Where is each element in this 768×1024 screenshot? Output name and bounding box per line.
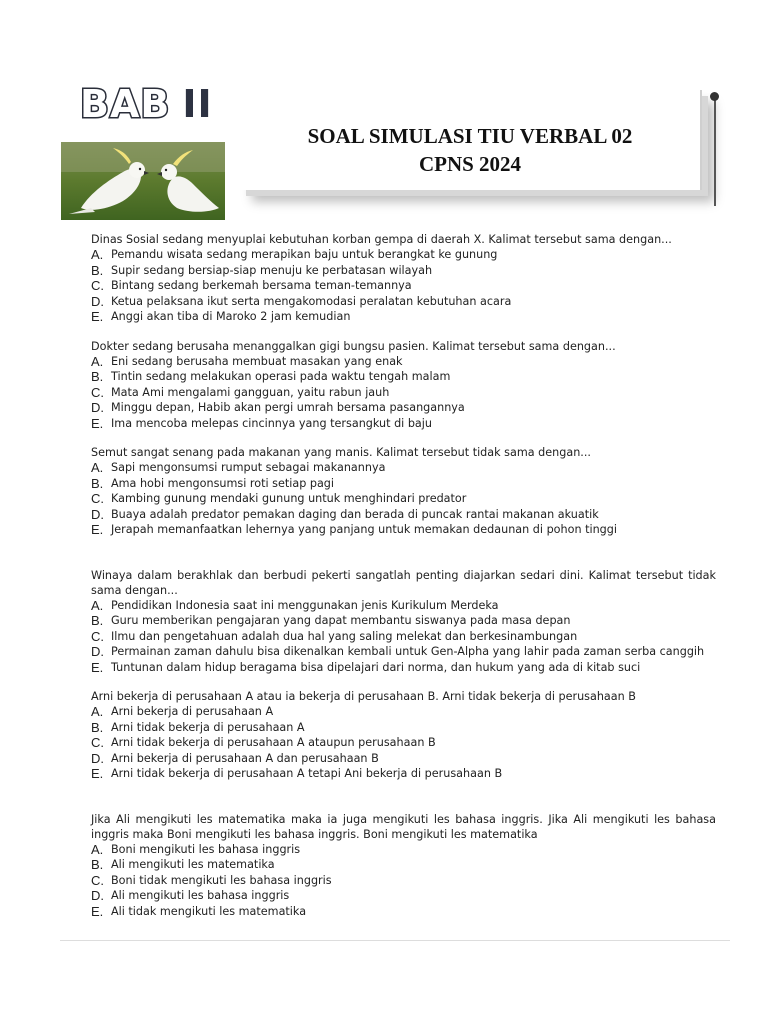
option-letter: B. — [91, 262, 104, 278]
option-text: Arni tidak bekerja di perusahaan A — [111, 720, 305, 734]
option-letter: A. — [91, 460, 104, 475]
answer-option — [91, 766, 716, 782]
option-text: Permainan zaman dahulu bisa dikenalkan kembali untuk Gen-Alpha yang lahir pada zaman serba canggih — [111, 645, 705, 658]
answer-option — [91, 522, 716, 538]
option-text: Ali mengikuti les bahasa inggris — [111, 889, 290, 902]
banner-pin-dot — [710, 92, 719, 101]
document-title: SOAL SIMULASI TIU VERBAL 02 — [307, 124, 633, 148]
option-letter: D. — [91, 400, 104, 415]
option-text: Boni mengikuti les bahasa inggris — [111, 842, 301, 856]
answer-option — [91, 873, 716, 889]
option-letter: B. — [91, 475, 104, 491]
question-5 — [91, 689, 716, 782]
answer-option — [91, 460, 716, 476]
option-letter: E. — [91, 766, 104, 781]
option-text: Guru memberikan pengajaran yang dapat membantu siswanya pada masa depan — [111, 614, 571, 627]
option-text: Pemandu wisata sedang merapikan baju untuk berangkat ke gunung — [111, 248, 498, 261]
option-text: Tuntunan dalam hidup beragama bisa dipelajari dari norma, dan hukum yang ada di kitab suci — [111, 660, 641, 674]
answer-option — [91, 751, 716, 767]
option-letter: B. — [91, 613, 104, 628]
answer-option — [91, 857, 716, 873]
answer-option — [91, 904, 716, 920]
option-letter: E. — [91, 522, 104, 537]
answer-option — [91, 613, 716, 629]
option-text: Anggi akan tiba di Maroko 2 jam kemudian — [111, 310, 351, 323]
chapter-label: BAB — [80, 82, 171, 126]
option-letter: B. — [91, 369, 104, 384]
question-stem: Winaya dalam berakhlak dan berbudi pekerti sangatlah penting diajarkan sedari dini. Kalimat tersebut tidak sama dengan... — [91, 568, 716, 597]
chapter-heading — [80, 82, 213, 126]
answer-option — [91, 720, 716, 736]
option-text: Buaya adalah predator pemakan daging dan berada di puncak rantai makanan akuatik — [111, 507, 599, 521]
question-list — [91, 232, 716, 933]
question-1 — [91, 232, 716, 325]
option-letter: D. — [91, 506, 104, 522]
option-text: Arni bekerja di perusahaan A — [111, 705, 274, 718]
answer-option — [91, 309, 716, 325]
answer-option — [91, 491, 716, 507]
option-text: Arni tidak bekerja di perusahaan A tetapi Ani bekerja di perusahaan B — [111, 767, 503, 780]
option-letter: B. — [91, 857, 104, 872]
answer-option — [91, 354, 716, 370]
option-text: Tintin sedang melakukan operasi pada waktu tengah malam — [111, 370, 451, 383]
option-text: Mata Ami mengalami gangguan, yaitu rabun jauh — [111, 385, 390, 399]
answer-option — [91, 263, 716, 279]
option-text: Ama hobi mengonsumsi roti setiap pagi — [111, 476, 335, 490]
answer-option — [91, 278, 716, 294]
option-text: Arni bekerja di perusahaan A dan perusahaan B — [111, 751, 379, 765]
option-text: Ilmu dan pengetahuan adalah dua hal yang saling melekat dan berkesinambungan — [111, 629, 578, 643]
option-letter: D. — [91, 293, 104, 309]
option-letter: A. — [91, 353, 104, 369]
option-text: Jerapah memanfaatkan lehernya yang panjang untuk memakan dedaunan di pohon tinggi — [111, 523, 617, 536]
answer-option — [91, 400, 716, 416]
answer-option — [91, 294, 716, 310]
option-letter: C. — [91, 278, 104, 293]
option-text: Ali tidak mengikuti les matematika — [111, 904, 307, 918]
option-letter: C. — [91, 491, 104, 506]
option-letter: A. — [91, 597, 104, 613]
option-letter: E. — [91, 659, 104, 675]
option-letter: D. — [91, 750, 104, 766]
option-letter: E. — [91, 309, 104, 324]
option-text: Boni tidak mengikuti les bahasa inggris — [111, 873, 332, 887]
answer-option — [91, 247, 716, 263]
answer-option — [91, 416, 716, 432]
option-text: Ima mencoba melepas cincinnya yang tersangkut di baju — [111, 416, 432, 430]
option-text: Eni sedang berusaha membuat masakan yang enak — [111, 354, 403, 368]
option-text: Sapi mengonsumsi rumput sebagai makanannya — [111, 461, 386, 474]
option-text: Supir sedang bersiap-siap menuju ke perbatasan wilayah — [111, 263, 433, 277]
cockatoo-image — [61, 142, 225, 220]
answer-option — [91, 598, 716, 614]
option-letter: E. — [91, 415, 104, 431]
option-letter: E. — [91, 903, 104, 919]
title-banner — [240, 90, 702, 190]
answer-option — [91, 385, 716, 401]
option-text: Minggu depan, Habib akan pergi umrah bersama pasangannya — [111, 401, 465, 414]
answer-option — [91, 888, 716, 904]
option-text: Ali mengikuti les matematika — [111, 858, 275, 871]
banner-pin-line — [714, 96, 716, 206]
option-letter: C. — [91, 735, 104, 750]
option-letter: A. — [91, 247, 104, 262]
option-letter: A. — [91, 704, 104, 719]
question-stem: Dinas Sosial sedang menyuplai kebutuhan korban gempa di daerah X. Kalimat tersebut sama dengan... — [91, 233, 672, 246]
option-letter: C. — [91, 384, 104, 400]
question-2 — [91, 339, 716, 432]
question-4 — [91, 568, 716, 676]
option-text: Ketua pelaksana ikut serta mengakomodasi peralatan kebutuhan acara — [111, 294, 512, 308]
option-text: Bintang sedang berkemah bersama teman-temannya — [111, 279, 412, 292]
page-bottom-divider — [60, 940, 730, 941]
question-stem: Dokter sedang berusaha menanggalkan gigi bungsu pasien. Kalimat tersebut sama dengan... — [91, 339, 616, 353]
question-stem: Arni bekerja di perusahaan A atau ia bekerja di perusahaan B. Arni tidak bekerja di perusahaan B — [91, 690, 636, 703]
question-stem: Semut sangat senang pada makanan yang manis. Kalimat tersebut tidak sama dengan... — [91, 446, 591, 459]
answer-option — [91, 369, 716, 385]
answer-option — [91, 507, 716, 523]
chapter-roman-numeral: II — [182, 82, 213, 126]
question-3 — [91, 445, 716, 538]
option-letter: C. — [91, 628, 104, 644]
option-text: Pendidikan Indonesia saat ini menggunakan jenis Kurikulum Merdeka — [111, 598, 499, 612]
answer-option — [91, 476, 716, 492]
answer-option — [91, 842, 716, 858]
option-letter: A. — [91, 841, 104, 857]
option-text: Arni tidak bekerja di perusahaan A ataupun perusahaan B — [111, 736, 436, 749]
question-stem: Jika Ali mengikuti les matematika maka ia juga mengikuti les bahasa inggris. Jika Ali mengikuti les bahasa inggris maka Boni mengikuti les bahasa inggris. Boni mengikuti les matematika — [91, 812, 716, 841]
question-6 — [91, 812, 716, 920]
option-text: Kambing gunung mendaki gunung untuk menghindari predator — [111, 492, 467, 505]
answer-option — [91, 660, 716, 676]
answer-option — [91, 704, 716, 720]
option-letter: D. — [91, 888, 104, 903]
option-letter: D. — [91, 644, 104, 659]
answer-option — [91, 735, 716, 751]
answer-option — [91, 644, 716, 660]
document-subtitle: CPNS 2024 — [418, 152, 522, 176]
answer-option — [91, 629, 716, 645]
option-letter: B. — [91, 719, 104, 735]
option-letter: C. — [91, 872, 104, 888]
